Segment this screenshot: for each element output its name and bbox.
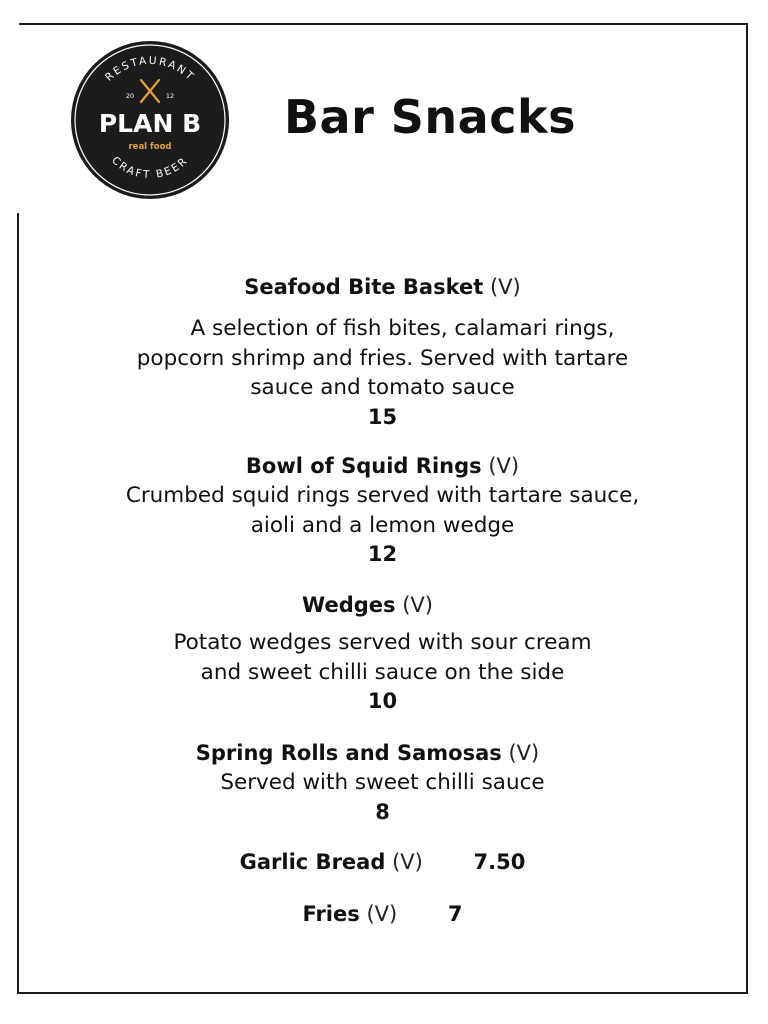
item-heading	[17, 899, 748, 929]
item-price: 8	[375, 799, 390, 824]
item-price: 10	[367, 689, 398, 713]
menu-item-spring-rolls-and-samosas	[17, 738, 748, 826]
logo-bottom-text: CRAFT BEER	[109, 154, 191, 182]
item-description	[17, 481, 748, 540]
item-name: Seafood Bite Basket	[244, 275, 484, 299]
item-description	[17, 628, 748, 687]
logo-tagline: real food	[128, 142, 172, 152]
item-name: Fries	[302, 902, 360, 926]
item-name: Wedges	[302, 593, 396, 617]
item-desc-line: A selection of fish bites, calamari rings,	[190, 316, 615, 341]
logo-top-text: RESTAURANT	[102, 54, 198, 84]
item-tag: (V)	[488, 454, 520, 478]
item-desc-line: and sweet chilli sauce on the side	[200, 659, 565, 685]
item-tag: (V)	[366, 902, 398, 926]
page-title: Bar Snacks	[284, 90, 576, 144]
item-price: 15	[367, 404, 398, 429]
item-price: 7.50	[473, 850, 526, 874]
item-desc-line: popcorn shrimp and fries. Served with tartare	[136, 345, 629, 371]
item-tag: (V)	[508, 741, 540, 765]
item-desc-line: Potato wedges served with sour cream	[173, 630, 592, 655]
item-desc-line: sauce and tomato sauce	[250, 375, 515, 400]
menu-item-seafood-bite-basket	[17, 272, 748, 431]
frame-gap	[17, 23, 19, 213]
menu-item-fries	[17, 899, 748, 929]
menu-item-bowl-of-squid-rings	[17, 451, 748, 568]
item-heading	[17, 590, 748, 620]
item-desc-line: aioli and a lemon wedge	[250, 512, 515, 538]
item-price: 12	[367, 542, 398, 566]
item-tag: (V)	[402, 593, 433, 617]
item-desc-line: Crumbed squid rings served with tartare sauce,	[125, 483, 640, 508]
logo-year-left: 20	[125, 92, 135, 100]
item-desc-line: Served with sweet chilli sauce	[220, 770, 545, 795]
menu-item-wedges	[17, 590, 748, 715]
item-name: Spring Rolls and Samosas	[195, 741, 502, 765]
logo-name: PLAN B	[98, 109, 202, 138]
menu-item-garlic-bread	[17, 847, 748, 877]
item-heading	[17, 847, 748, 877]
item-price: 7	[447, 902, 463, 926]
item-tag: (V)	[392, 850, 423, 874]
item-name: Garlic Bread	[239, 850, 386, 874]
item-name: Bowl of Squid Rings	[245, 454, 482, 478]
item-description	[17, 314, 748, 403]
logo-year-right: 12	[165, 92, 175, 100]
item-tag: (V)	[489, 275, 521, 299]
item-heading	[17, 738, 748, 768]
item-heading	[17, 272, 748, 302]
item-heading	[17, 451, 748, 481]
item-description	[17, 768, 748, 798]
plan-b-logo	[68, 40, 232, 200]
